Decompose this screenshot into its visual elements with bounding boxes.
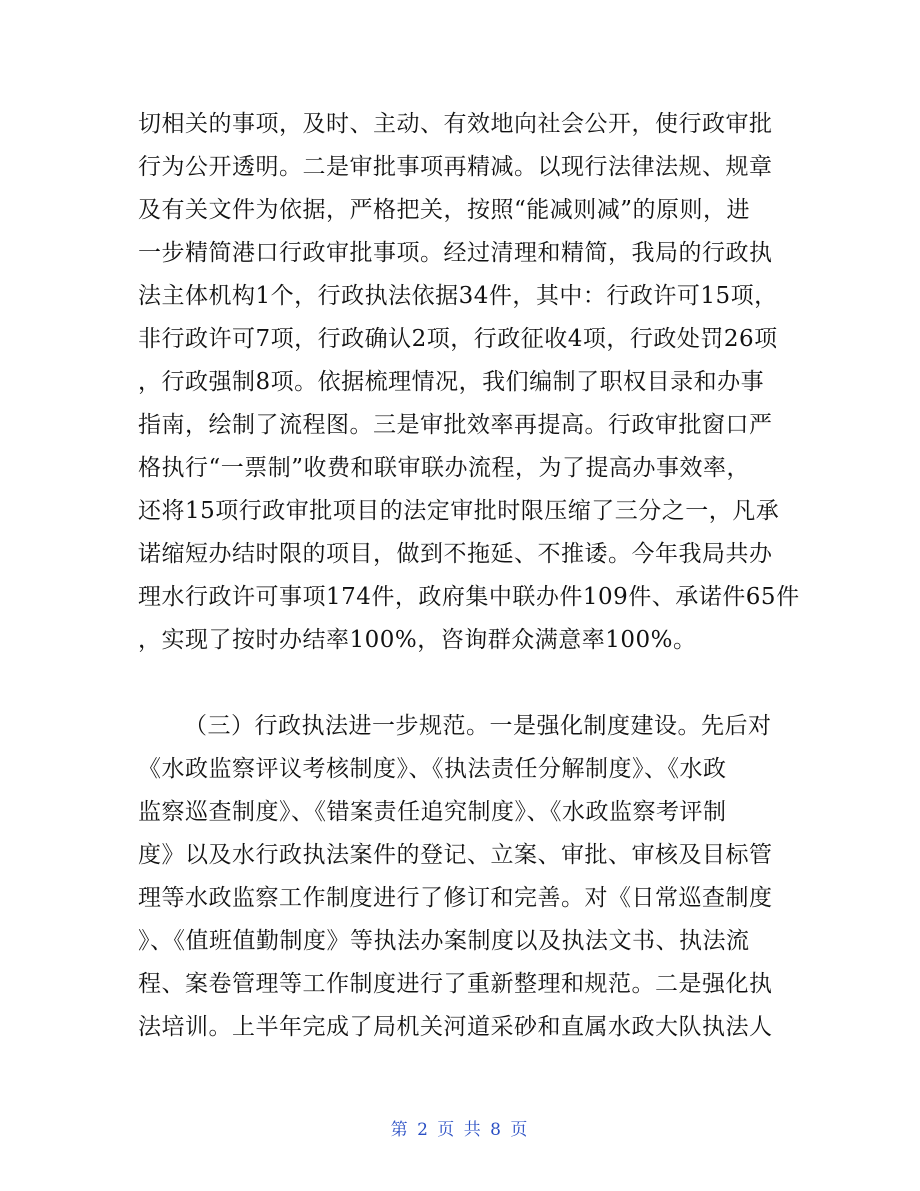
body-line-6: 非行政许可7项，行政确认2项，行政征收4项，行政处罚26项 (138, 326, 778, 352)
body-line-7: ，行政强制8项。依据梳理情况，我们编制了职权目录和办事 (138, 369, 765, 395)
body-line-17: 度》以及水行政执法案件的登记、立案、审批、审核及目标管 (138, 842, 773, 868)
body-line-9: 格执行“一票制”收费和联审联办流程，为了提高办事效率， (138, 455, 751, 481)
body-line-13: ，实现了按时办结率100%，咨询群众满意率100%。 (138, 627, 697, 653)
body-line-11: 诺缩短办结时限的项目，做到不拖延、不推诿。今年我局共办 (138, 541, 773, 567)
section-heading-line: （三）行政执法进一步规范。一是强化制度建设。先后对 (184, 713, 772, 739)
body-line-1: 切相关的事项，及时、主动、有效地向社会公开，使行政审批 (138, 111, 773, 137)
body-line-16: 监察巡查制度》、《错案责任追究制度》、《水政监察考评制 (138, 799, 727, 825)
body-line-20: 程、案卷管理等工作制度进行了重新整理和规范。二是强化执 (138, 971, 773, 997)
body-line-12: 理水行政许可事项174件，政府集中联办件109件、承诺件65件 (138, 584, 800, 610)
body-line-15: 《水政监察评议考核制度》、《执法责任分解制度》、《水政 (138, 756, 727, 782)
body-line-4: 一步精简港口行政审批事项。经过清理和精简，我局的行政执 (138, 240, 773, 266)
body-line-5: 法主体机构1个，行政执法依据34件，其中：行政许可15项， (138, 283, 778, 309)
body-line-21: 法培训。上半年完成了局机关河道采砂和直属水政大队执法人 (138, 1014, 773, 1040)
body-line-3: 及有关文件为依据，严格把关，按照“能减则减”的原则，进 (138, 197, 751, 223)
body-line-8: 指南，绘制了流程图。三是审批效率再提高。行政审批窗口严 (138, 412, 773, 438)
body-line-18: 理等水政监察工作制度进行了修订和完善。对《日常巡查制度 (138, 885, 773, 911)
body-line-19: 》、《值班值勤制度》等执法办案制度以及执法文书、执法流 (138, 928, 750, 954)
body-line-10: 还将15项行政审批项目的法定审批时限压缩了三分之一，凡承 (138, 498, 780, 524)
page-number-footer: 第 2 页 共 8 页 (390, 1120, 530, 1140)
body-line-2: 行为公开透明。二是审批事项再精减。以现行法律法规、规章 (138, 154, 773, 180)
